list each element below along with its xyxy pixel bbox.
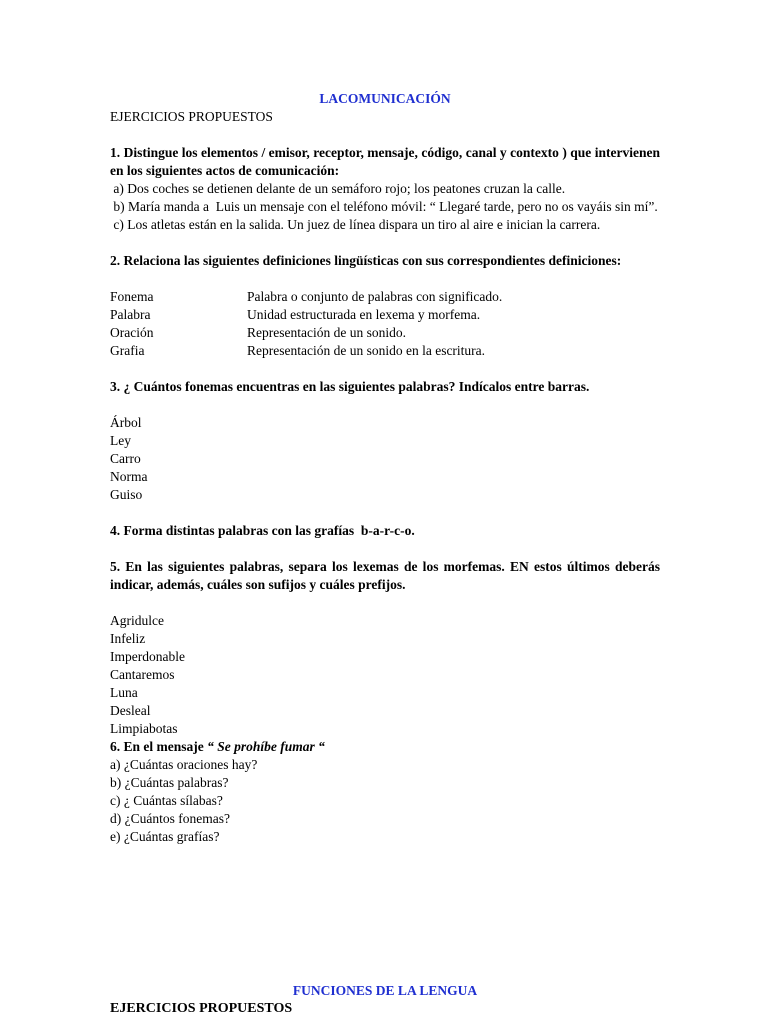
definition-text: Representación de un sonido. (247, 325, 406, 340)
definition-term: Fonema (110, 289, 154, 304)
section-2-subtitle: EJERCICIOS PROPUESTOS (110, 1001, 293, 1016)
word-list-item: Guiso (110, 487, 143, 502)
definition-term: Palabra (110, 307, 151, 322)
definition-text: Representación de un sonido en la escritura. (247, 343, 486, 358)
question-6-item: e) ¿Cuántas grafías? (110, 829, 220, 844)
definitions-table (110, 288, 660, 360)
question-6-item: d) ¿Cuántos fonemas? (110, 811, 230, 826)
word-list-item: Agridulce (110, 613, 164, 628)
word-list-item: Imperdonable (110, 649, 185, 664)
word-list-item: Ley (110, 433, 131, 448)
definition-term: Oración (110, 325, 154, 340)
definition-term: Grafia (110, 343, 145, 358)
definition-text: Palabra o conjunto de palabras con significado. (247, 289, 503, 304)
question-6-item: a) ¿Cuántas oraciones hay? (110, 757, 258, 772)
question-4-heading: 4. Forma distintas palabras con las grafías b-a-r-c-o. (110, 523, 415, 538)
word-list-item: Luna (110, 685, 138, 700)
document-page (110, 90, 660, 846)
question-3-heading: 3. ¿ Cuántos fonemas encuentras en las siguientes palabras? Indícalos entre barras. (110, 379, 590, 394)
question-1-item-b: b) María manda a Luis un mensaje con el teléfono móvil: “ Llegaré tarde, pero no os vayáis sin mí”. (110, 199, 658, 214)
word-list-item: Norma (110, 469, 148, 484)
word-list-item: Desleal (110, 703, 151, 718)
word-list-item: Carro (110, 451, 141, 466)
section-2-title: FUNCIONES DE LA LENGUA (292, 983, 478, 998)
question-2-heading: 2. Relaciona las siguientes definiciones lingüísticas con sus correspondientes definiciones: (110, 253, 622, 268)
word-list-item: Cantaremos (110, 667, 175, 682)
word-list-item: Limpiabotas (110, 721, 178, 736)
word-list-item: Infeliz (110, 631, 146, 646)
definition-row (110, 342, 660, 360)
question-1-heading: 1. Distingue los elementos / emisor, receptor, mensaje, código, canal y contexto ) que intervienen en los siguientes actos de comunicación: (110, 145, 660, 178)
definition-row (110, 288, 660, 306)
definition-text: Unidad estructurada en lexema y morfema. (247, 307, 481, 322)
question-6-prefix: 6. En el mensaje (110, 739, 208, 754)
section-subtitle: EJERCICIOS PROPUESTOS (110, 109, 273, 124)
document-title: LACOMUNICACIÓN (319, 91, 451, 106)
word-list-item: Árbol (110, 415, 142, 430)
definition-row (110, 324, 660, 342)
question-5-heading: 5. En las siguientes palabras, separa los lexemas de los morfemas. EN estos últimos deberás indicar, además, cuáles son sufijos y cuáles prefijos. (110, 559, 660, 592)
question-1-item-a: a) Dos coches se detienen delante de un semáforo rojo; los peatones cruzan la calle. (110, 181, 566, 196)
question-1-item-c: c) Los atletas están en la salida. Un juez de línea dispara un tiro al aire e inician la carrera. (110, 217, 601, 232)
question-6-item: c) ¿ Cuántas sílabas? (110, 793, 223, 808)
question-6-heading (110, 738, 660, 756)
definition-row (110, 306, 660, 324)
question-6-quote: “ Se prohíbe fumar “ (207, 739, 325, 754)
question-6-item: b) ¿Cuántas palabras? (110, 775, 229, 790)
